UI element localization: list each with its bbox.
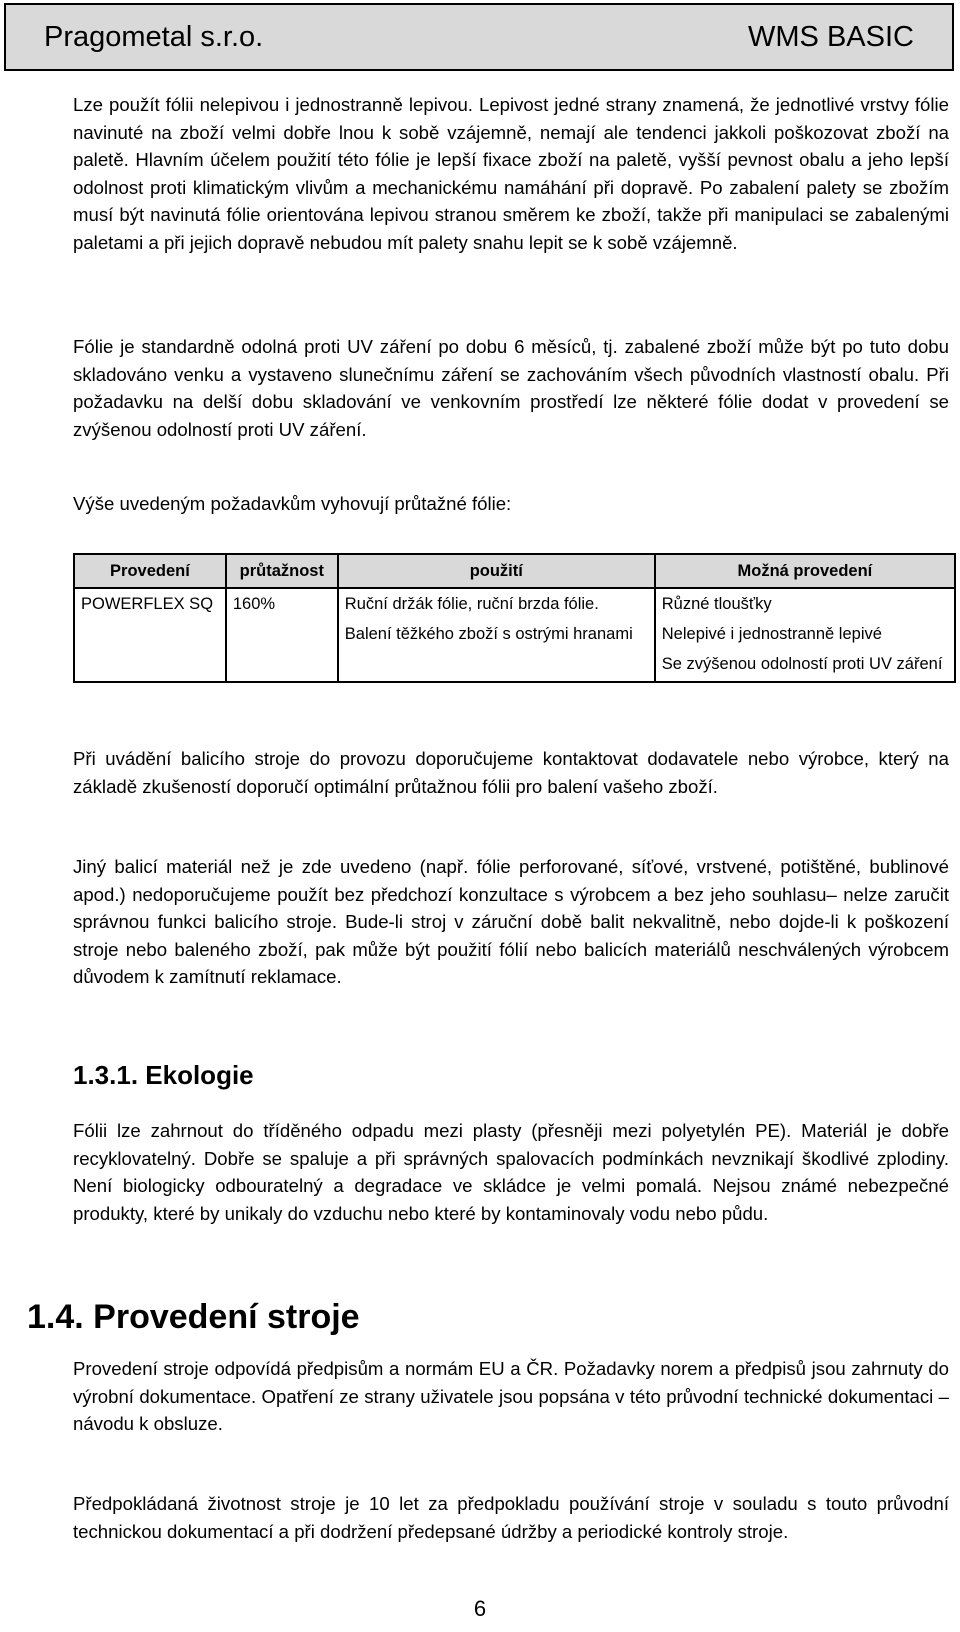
page-header: [4, 3, 954, 71]
table-cell-mozna-provedeni: [655, 588, 955, 682]
page-number: 6: [473, 1596, 487, 1621]
table-cell-provedeni: POWERFLEX SQ: [74, 588, 226, 682]
paragraph-machine-design: Provedení stroje odpovídá předpisům a normám EU a ČR. Požadavky norem a předpisů jsou zahrnuty do výrobní dokumentace. Opatření ze strany uživatele jsou popsána v této průvodní technické dokumentaci – návodu k obsluze.: [73, 1358, 949, 1434]
table-cell-pouziti: [338, 588, 655, 682]
table-header-cell: použití: [338, 554, 655, 588]
paragraph-ecology: Fólii lze zahrnout do tříděného odpadu mezi plasty (přesněji mezi polyetylén PE). Materiál je dobře recyklovatelný. Dobře se spaluje a při správných spalovacích podmínkách nevznikají škodlivé zplodiny. Není biologicky odbouratelný a degradace ve skládce je velmi pomalá. Nejsou známé nebezpečné produkty, které by unikaly do vzduchu nebo které by kontaminovaly vodu nebo půdu.: [73, 1120, 949, 1224]
paragraph-other-materials: Jiný balicí materiál než je zde uvedeno (např. fólie perforované, síťové, vrstvené, potištěné, bublinové apod.) nedoporučujeme použít bez předchozí konzultace s výrobcem a bez jeho souhlasu– nelze zaručit správnou funkci balicího stroje. Bude-li stroj v záruční době balit nekvalitně, nebo dojde-li k poškození stroje nebo baleného zboží, pak může být použití fólií nebo balicích materiálů neschválených výrobcem důvodem k zamítnutí reklamace.: [73, 856, 949, 987]
paragraph-lifetime: Předpokládaná životnost stroje je 10 let za předpokladu používání stroje v souladu s touto průvodní technickou dokumentací a při dodržení předepsané údržby a periodické kontroly stroje.: [73, 1493, 949, 1542]
paragraph-foil-adhesion: Lze použít fólii nelepivou i jednostranně lepivou. Lepivost jedné strany znamená, že jednotlivé vrstvy fólie navinuté na zboží velmi dobře lnou k sobě vzájemně, nemají ale tendenci jakkoli poškozovat zboží na paletě. Hlavním účelem použití této fólie je lepší fixace zboží na paletě, vyšší pevnost obalu a jeho lepší odolnost proti klimatickým vlivům a mechanickému namáhání při dopravě. Po zabalení palety se zbožím musí být navinutá fólie orientována lepivou stranou směrem ke zboží, takže při manipulaci se zabalenými paletami a při jejich dopravě nebudou mít palety snahu lepit se k sobě vzájemně.: [73, 94, 949, 253]
product-name: WMS BASIC: [748, 21, 914, 53]
table-header-cell: Provedení: [74, 554, 226, 588]
company-name: Pragometal s.r.o.: [44, 21, 264, 53]
variant-line: Se zvýšenou odolností proti UV záření: [661, 655, 943, 673]
section-heading-machine-design: 1.4. Provedení stroje: [27, 1298, 360, 1336]
usage-line: Balení těžkého zboží s ostrými hranami: [344, 625, 633, 643]
table-row: [74, 588, 955, 682]
section-heading-ecology: 1.3.1. Ekologie: [73, 1060, 254, 1090]
usage-line: Ruční držák fólie, ruční brzda fólie.: [344, 595, 599, 613]
paragraph-uv-resistance: Fólie je standardně odolná proti UV záření po dobu 6 měsíců, tj. zabalené zboží může být po tuto dobu skladováno venku a vystaveno slunečnímu záření se zachováním všech původních vlastností obalu. Při požadavku na delší dobu skladování ve venkovním prostředí lze některé fólie dodat v provedení se zvýšenou odolností proti UV záření.: [73, 336, 949, 440]
variant-line: Nelepivé i jednostranně lepivé: [661, 625, 882, 643]
variant-line: Různé tloušťky: [661, 595, 772, 613]
paragraph-commissioning: Při uvádění balicího stroje do provozu doporučujeme kontaktovat dodavatele nebo výrobce, který na základě zkušeností doporučí optimální průtažnou fólii pro balení vašeho zboží.: [73, 748, 949, 797]
table-header-cell: Možná provedení: [655, 554, 955, 588]
table-header-row: [74, 554, 955, 588]
paragraph-table-intro: Výše uvedeným požadavkům vyhovují průtažné fólie:: [73, 493, 512, 514]
table-header-cell: průtažnost: [226, 554, 338, 588]
foil-table: [73, 553, 956, 683]
table-cell-prutaznost: 160%: [226, 588, 338, 682]
